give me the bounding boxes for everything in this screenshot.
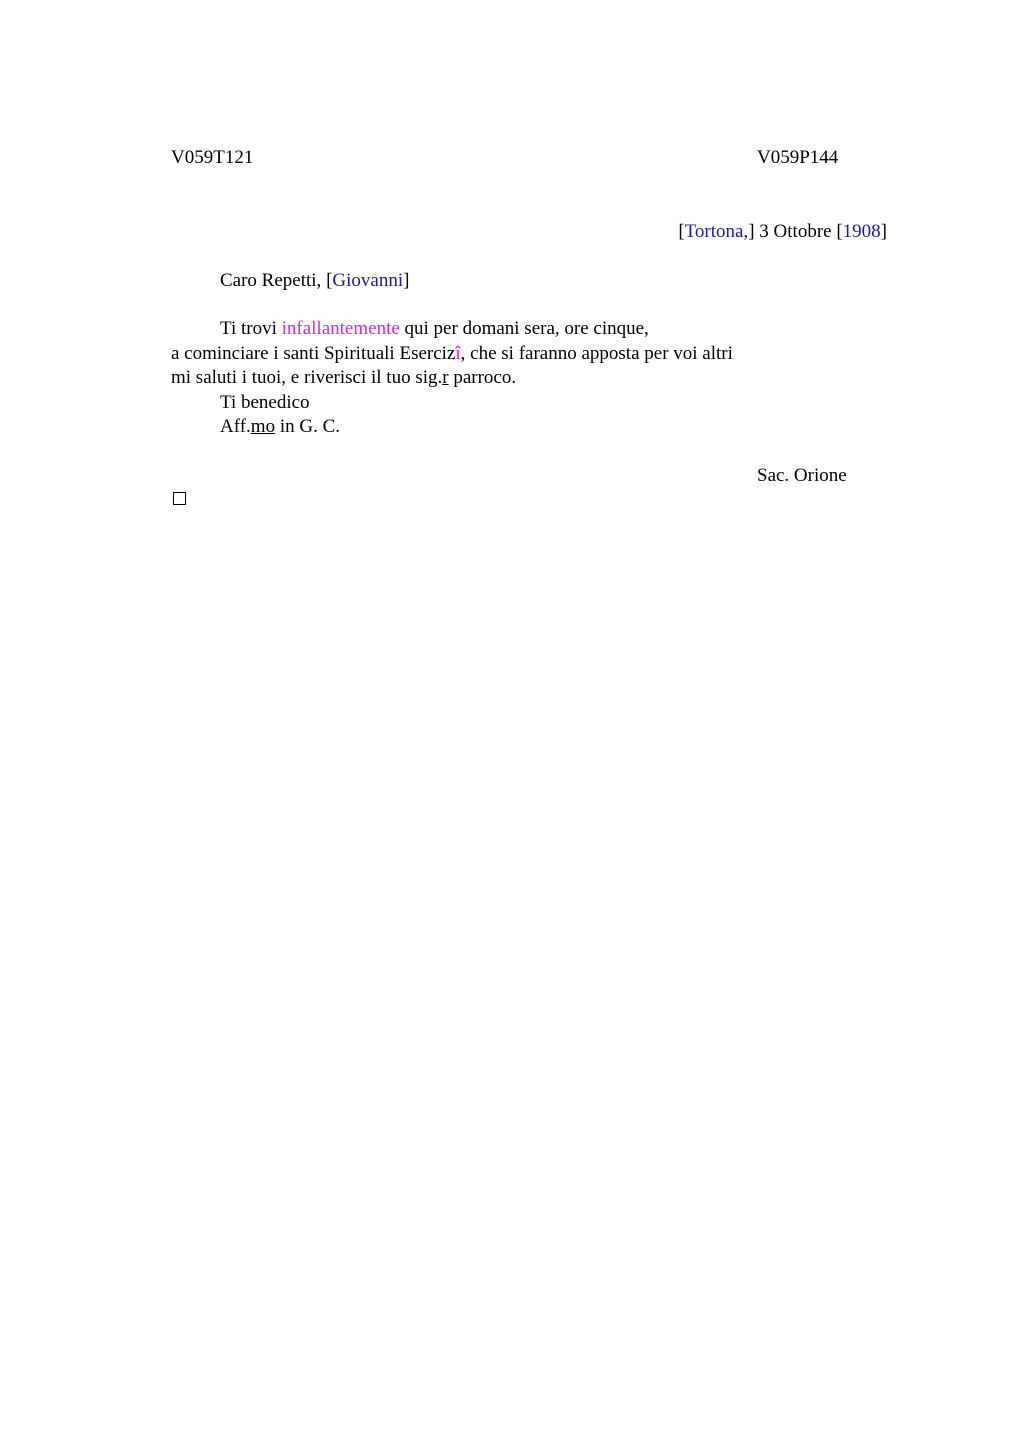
superscript-abbreviation: r (442, 367, 449, 388)
dateline-bracket: [ (836, 221, 843, 242)
salutation-text: Caro Repetti, (220, 270, 327, 291)
dateline-bracket: ] (748, 221, 755, 242)
salutation (220, 269, 409, 293)
body-line-5 (220, 415, 340, 439)
body-text: in G. C. (275, 416, 341, 437)
highlighted-word: infallantemente (281, 318, 400, 339)
body-text: , che si faranno apposta per voi altri (460, 343, 733, 364)
body-text: Aff. (220, 416, 251, 437)
dateline-bracket: ] (880, 221, 887, 242)
body-text: parroco. (448, 367, 517, 388)
highlighted-character: î (455, 343, 461, 364)
body-line-2 (171, 342, 733, 366)
header-left-code: V059T121 (171, 147, 254, 168)
dateline-year: 1908 (842, 221, 881, 242)
header-right-code: V059P144 (757, 147, 839, 168)
salutation-bracket: ] (403, 270, 410, 291)
dateline-bracket: [ (678, 221, 685, 242)
signature: Sac. Orione (757, 465, 847, 486)
body-text: qui per domani sera, ore cinque, (399, 318, 649, 339)
empty-square-icon (173, 492, 186, 505)
body-line-4: Ti benedico (220, 392, 310, 413)
body-line-1 (220, 317, 649, 341)
dateline-place: Tortona, (684, 221, 749, 242)
superscript-abbreviation: mo (250, 416, 276, 437)
dateline-day-month: 3 Ottobre (754, 221, 837, 242)
salutation-bracket: [ (326, 270, 333, 291)
salutation-name: Giovanni (332, 270, 404, 291)
body-line-3 (171, 366, 516, 390)
body-text: a cominciare i santi Spirituali Eserciz (171, 343, 456, 364)
body-text: Ti trovi (220, 318, 282, 339)
body-text: mi saluti i tuoi, e riverisci il tuo sig. (171, 367, 443, 388)
dateline (678, 220, 887, 244)
